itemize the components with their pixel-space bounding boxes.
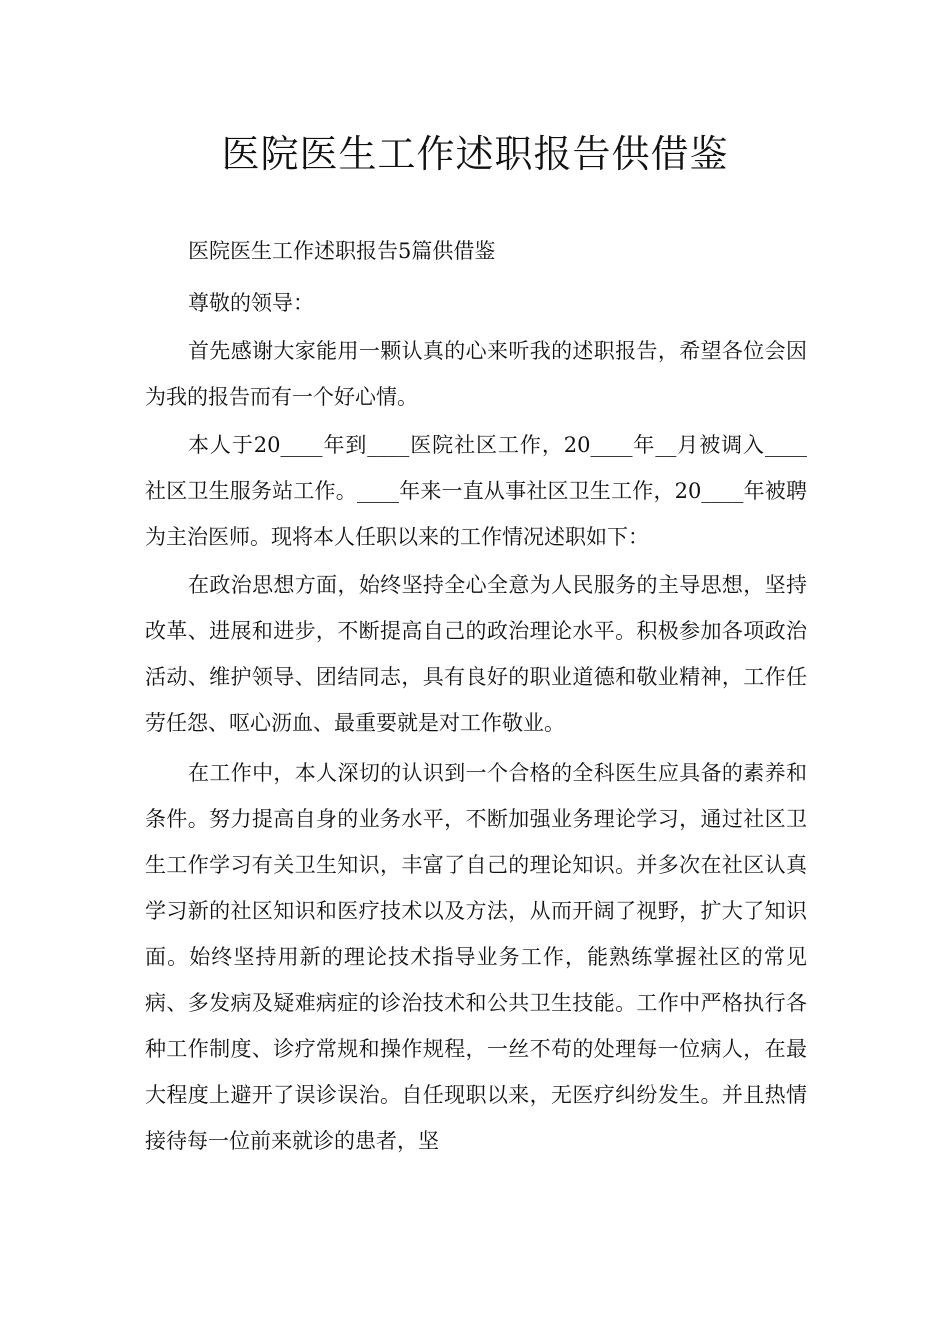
paragraph-political: 在政治思想方面，始终坚持全心全意为人民服务的主导思想，坚持改革、进展和进步，不断提高自己的政治理论水平。积极参加各项政治活动、维护领导、团结同志，具有良好的职业道德和敬业精神，工作任劳任怨、呕心沥血、最重要就是对工作敬业。 [145,573,807,735]
paragraph-work: 在工作中，本人深切的认识到一个合格的全科医生应具备的素养和条件。努力提高自身的业务水平，不断加强业务理论学习，通过社区卫生工作学习有关卫生知识，丰富了自己的理论知识。并多次在社区认真学习新的社区知识和医疗技术以及方法，从而开阔了视野，扩大了知识面。始终坚持用新的理论技术指导业务工作，能熟练掌握社区的常见病、多发病及疑难病症的诊治技术和公共卫生技能。工作中严格执行各种工作制度、诊疗常规和操作规程，一丝不苟的处理每一位病人，在最大程度上避开了误诊误治。自任现职以来，无医疗纠纷发生。并且热情接待每一位前来就诊的患者，坚 [145,761,807,1153]
document-title: 医院医生工作述职报告供借鉴 [221,132,729,176]
paragraph-background: 本人于20____年到____医院社区工作，20____年__月被调入____社区卫生服务站工作。____年来一直从事社区卫生工作，20____年被聘为主治医师。现将本人任职以来的工作情况述职如下： [145,433,807,549]
document-subtitle: 医院医生工作述职报告5篇供借鉴 [188,239,496,263]
document-body [145,228,807,1164]
paragraph-intro: 首先感谢大家能用一颗认真的心来听我的述职报告，希望各位会因为我的报告而有一个好心情。 [145,339,807,409]
salutation: 尊敬的领导： [188,291,314,315]
